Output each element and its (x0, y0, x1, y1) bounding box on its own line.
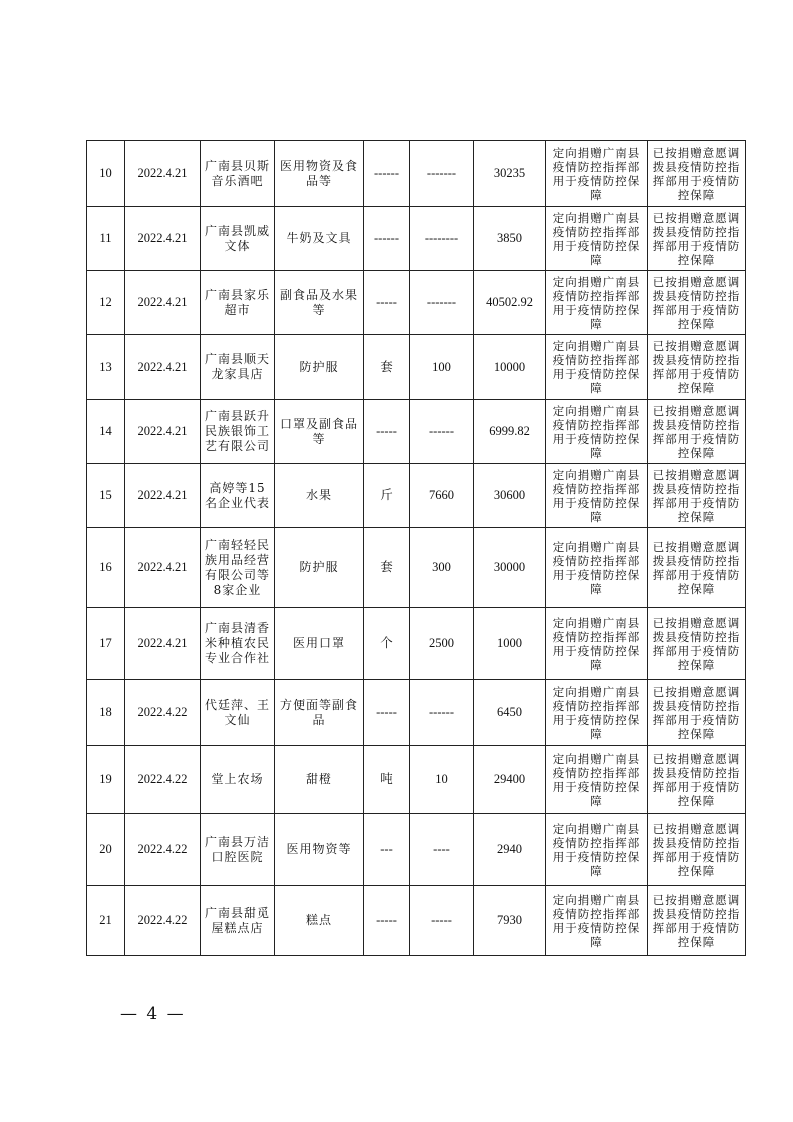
disposal-status: 已按捐赠意愿调拨县疫情防控指挥部用于疫情防控保障 (648, 886, 746, 956)
disposal-status: 已按捐赠意愿调拨县疫情防控指挥部用于疫情防控保障 (648, 271, 746, 335)
quantity: 10 (410, 746, 474, 814)
row-number: 20 (87, 814, 125, 886)
donated-item: 医用物资及食品等 (275, 141, 364, 207)
donated-item: 甜橙 (275, 746, 364, 814)
quantity: -------- (410, 207, 474, 271)
donation-date: 2022.4.21 (125, 528, 201, 608)
donation-date: 2022.4.22 (125, 680, 201, 746)
unit: ------ (364, 207, 410, 271)
amount: 2940 (474, 814, 546, 886)
donor-name: 广南轻轻民族用品经营有限公司等8家企业 (201, 528, 275, 608)
row-number: 13 (87, 335, 125, 400)
donor-name: 广南县家乐超市 (201, 271, 275, 335)
amount: 3850 (474, 207, 546, 271)
unit: ----- (364, 271, 410, 335)
donor-name: 代廷萍、王文仙 (201, 680, 275, 746)
table-row (87, 207, 746, 271)
donation-purpose: 定向捐赠广南县疫情防控指挥部用于疫情防控保障 (546, 271, 648, 335)
donation-date: 2022.4.21 (125, 608, 201, 680)
quantity: ---- (410, 814, 474, 886)
donated-item: 水果 (275, 464, 364, 528)
page-number: — 4 — (120, 1004, 186, 1024)
table-row (87, 680, 746, 746)
donor-name: 广南县万洁口腔医院 (201, 814, 275, 886)
donation-table (86, 140, 746, 956)
quantity: ------- (410, 271, 474, 335)
donation-date: 2022.4.21 (125, 335, 201, 400)
donated-item: 防护服 (275, 528, 364, 608)
donated-item: 副食品及水果等 (275, 271, 364, 335)
amount: 6999.82 (474, 400, 546, 464)
quantity: 100 (410, 335, 474, 400)
donation-date: 2022.4.21 (125, 207, 201, 271)
unit: 吨 (364, 746, 410, 814)
donation-purpose: 定向捐赠广南县疫情防控指挥部用于疫情防控保障 (546, 814, 648, 886)
donation-purpose: 定向捐赠广南县疫情防控指挥部用于疫情防控保障 (546, 886, 648, 956)
amount: 6450 (474, 680, 546, 746)
row-number: 21 (87, 886, 125, 956)
quantity: ------ (410, 680, 474, 746)
donation-purpose: 定向捐赠广南县疫情防控指挥部用于疫情防控保障 (546, 335, 648, 400)
quantity: ------ (410, 400, 474, 464)
donated-item: 医用口罩 (275, 608, 364, 680)
row-number: 17 (87, 608, 125, 680)
donated-item: 糕点 (275, 886, 364, 956)
quantity: 7660 (410, 464, 474, 528)
donation-purpose: 定向捐赠广南县疫情防控指挥部用于疫情防控保障 (546, 528, 648, 608)
donation-date: 2022.4.22 (125, 814, 201, 886)
disposal-status: 已按捐赠意愿调拨县疫情防控指挥部用于疫情防控保障 (648, 464, 746, 528)
donation-purpose: 定向捐赠广南县疫情防控指挥部用于疫情防控保障 (546, 464, 648, 528)
table-row (87, 335, 746, 400)
donation-purpose: 定向捐赠广南县疫情防控指挥部用于疫情防控保障 (546, 608, 648, 680)
donor-name: 高婷等15名企业代表 (201, 464, 275, 528)
unit: 斤 (364, 464, 410, 528)
donation-date: 2022.4.21 (125, 141, 201, 207)
donated-item: 牛奶及文具 (275, 207, 364, 271)
donor-name: 堂上农场 (201, 746, 275, 814)
donation-purpose: 定向捐赠广南县疫情防控指挥部用于疫情防控保障 (546, 680, 648, 746)
donation-date: 2022.4.21 (125, 400, 201, 464)
disposal-status: 已按捐赠意愿调拨县疫情防控指挥部用于疫情防控保障 (648, 141, 746, 207)
unit: ----- (364, 400, 410, 464)
disposal-status: 已按捐赠意愿调拨县疫情防控指挥部用于疫情防控保障 (648, 528, 746, 608)
row-number: 11 (87, 207, 125, 271)
disposal-status: 已按捐赠意愿调拨县疫情防控指挥部用于疫情防控保障 (648, 400, 746, 464)
donation-date: 2022.4.22 (125, 746, 201, 814)
unit: ----- (364, 680, 410, 746)
table-row (87, 608, 746, 680)
amount: 1000 (474, 608, 546, 680)
unit: ----- (364, 886, 410, 956)
amount: 40502.92 (474, 271, 546, 335)
row-number: 18 (87, 680, 125, 746)
unit: --- (364, 814, 410, 886)
disposal-status: 已按捐赠意愿调拨县疫情防控指挥部用于疫情防控保障 (648, 680, 746, 746)
donation-date: 2022.4.22 (125, 886, 201, 956)
amount: 29400 (474, 746, 546, 814)
table-body (87, 141, 746, 956)
donation-purpose: 定向捐赠广南县疫情防控指挥部用于疫情防控保障 (546, 141, 648, 207)
table-row (87, 746, 746, 814)
donated-item: 方便面等副食品 (275, 680, 364, 746)
donation-purpose: 定向捐赠广南县疫情防控指挥部用于疫情防控保障 (546, 400, 648, 464)
donor-name: 广南县顺天龙家具店 (201, 335, 275, 400)
donation-purpose: 定向捐赠广南县疫情防控指挥部用于疫情防控保障 (546, 746, 648, 814)
table-row (87, 528, 746, 608)
table-row (87, 400, 746, 464)
table-row (87, 886, 746, 956)
row-number: 19 (87, 746, 125, 814)
donor-name: 广南县凯威文体 (201, 207, 275, 271)
donation-date: 2022.4.21 (125, 271, 201, 335)
donated-item: 口罩及副食品等 (275, 400, 364, 464)
row-number: 15 (87, 464, 125, 528)
donor-name: 广南县清香米种植农民专业合作社 (201, 608, 275, 680)
disposal-status: 已按捐赠意愿调拨县疫情防控指挥部用于疫情防控保障 (648, 746, 746, 814)
donor-name: 广南县贝斯音乐酒吧 (201, 141, 275, 207)
disposal-status: 已按捐赠意愿调拨县疫情防控指挥部用于疫情防控保障 (648, 335, 746, 400)
unit: ------ (364, 141, 410, 207)
donation-date: 2022.4.21 (125, 464, 201, 528)
table-row (87, 271, 746, 335)
disposal-status: 已按捐赠意愿调拨县疫情防控指挥部用于疫情防控保障 (648, 207, 746, 271)
unit: 套 (364, 335, 410, 400)
row-number: 14 (87, 400, 125, 464)
donated-item: 防护服 (275, 335, 364, 400)
row-number: 12 (87, 271, 125, 335)
quantity: 2500 (410, 608, 474, 680)
donor-name: 广南县跃升民族银饰工艺有限公司 (201, 400, 275, 464)
amount: 10000 (474, 335, 546, 400)
table-row (87, 141, 746, 207)
donation-purpose: 定向捐赠广南县疫情防控指挥部用于疫情防控保障 (546, 207, 648, 271)
disposal-status: 已按捐赠意愿调拨县疫情防控指挥部用于疫情防控保障 (648, 608, 746, 680)
row-number: 16 (87, 528, 125, 608)
table-row (87, 464, 746, 528)
table-row (87, 814, 746, 886)
quantity: ------- (410, 141, 474, 207)
donated-item: 医用物资等 (275, 814, 364, 886)
quantity: ----- (410, 886, 474, 956)
unit: 套 (364, 528, 410, 608)
unit: 个 (364, 608, 410, 680)
row-number: 10 (87, 141, 125, 207)
amount: 30235 (474, 141, 546, 207)
amount: 30000 (474, 528, 546, 608)
amount: 7930 (474, 886, 546, 956)
donor-name: 广南县甜觅屋糕点店 (201, 886, 275, 956)
quantity: 300 (410, 528, 474, 608)
disposal-status: 已按捐赠意愿调拨县疫情防控指挥部用于疫情防控保障 (648, 814, 746, 886)
amount: 30600 (474, 464, 546, 528)
